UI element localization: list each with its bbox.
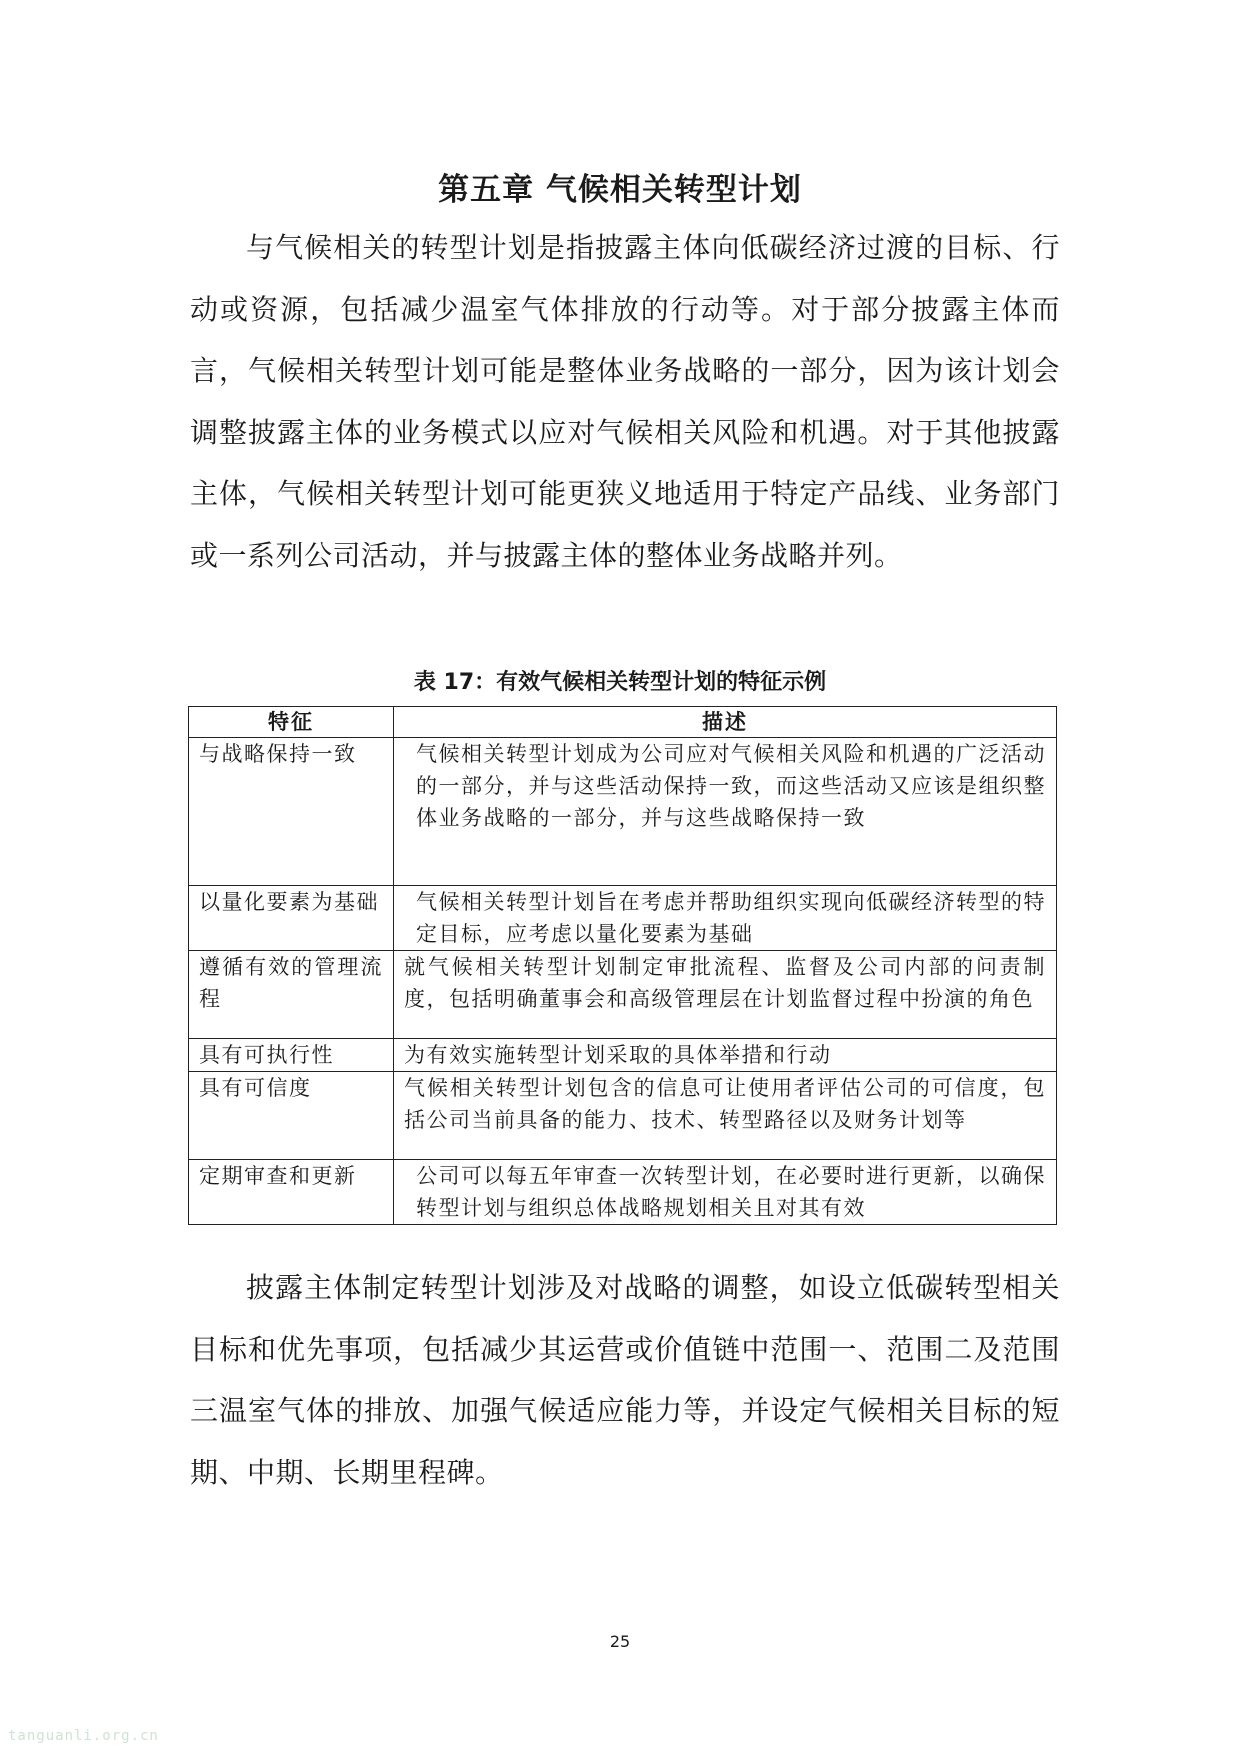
closing-paragraph: 披露主体制定转型计划涉及对战略的调整，如设立低碳转型相关目标和优先事项，包括减少其运营或价值链中范围一、范围二及范围三温室气体的排放、加强气候适应能力等，并设定气候相关目标的短期、中期、长期里程碑。 [190,1271,1060,1489]
table-row [189,1039,1057,1072]
feature-cell: 具有可执行性 [189,1039,394,1072]
table-row [189,1160,1057,1225]
table-row [189,1072,1057,1160]
feature-cell: 定期审查和更新 [189,1160,394,1225]
table-row [189,738,1057,886]
page-number: 25 [609,1632,631,1651]
intro-paragraph: 与气候相关的转型计划是指披露主体向低碳经济过渡的目标、行动或资源，包括减少温室气体排放的行动等。对于部分披露主体而言，气候相关转型计划可能是整体业务战略的一部分，因为该计划会调整披露主体的业务模式以应对气候相关风险和机遇。对于其他披露主体，气候相关转型计划可能更狭义地适用于特定产品线、业务部门或一系列公司活动，并与披露主体的整体业务战略并列。 [190,231,1060,572]
header-description: 描述 [394,707,1057,738]
description-cell: 为有效实施转型计划采取的具体举措和行动 [394,1039,1057,1072]
table-caption: 表 17：有效气候相关转型计划的特征示例 [413,670,827,695]
feature-cell: 具有可信度 [189,1072,394,1160]
table-row [189,951,1057,1039]
header-feature: 特征 [189,707,394,738]
description-cell: 气候相关转型计划包含的信息可让使用者评估公司的可信度，包括公司当前具备的能力、技术、转型路径以及财务计划等 [394,1072,1057,1160]
feature-cell: 与战略保持一致 [189,738,394,886]
description-cell: 气候相关转型计划旨在考虑并帮助组织实现向低碳经济转型的特定目标，应考虑以量化要素为基础 [394,886,1057,951]
table-header-row [189,707,1057,738]
description-cell: 就气候相关转型计划制定审批流程、监督及公司内部的问责制度，包括明确董事会和高级管理层在计划监督过程中扮演的角色 [394,951,1057,1039]
feature-cell: 以量化要素为基础 [189,886,394,951]
description-cell: 气候相关转型计划成为公司应对气候相关风险和机遇的广泛活动的一部分，并与这些活动保持一致，而这些活动又应该是组织整体业务战略的一部分，并与这些战略保持一致 [394,738,1057,886]
chapter-title: 第五章 气候相关转型计划 [438,172,802,208]
features-table [188,706,1057,1225]
table-row [189,886,1057,951]
description-cell: 公司可以每五年审查一次转型计划，在必要时进行更新，以确保转型计划与组织总体战略规划相关且对其有效 [394,1160,1057,1225]
watermark: tanguanli.org.cn [8,1728,159,1744]
feature-cell: 遵循有效的管理流程 [189,951,394,1039]
